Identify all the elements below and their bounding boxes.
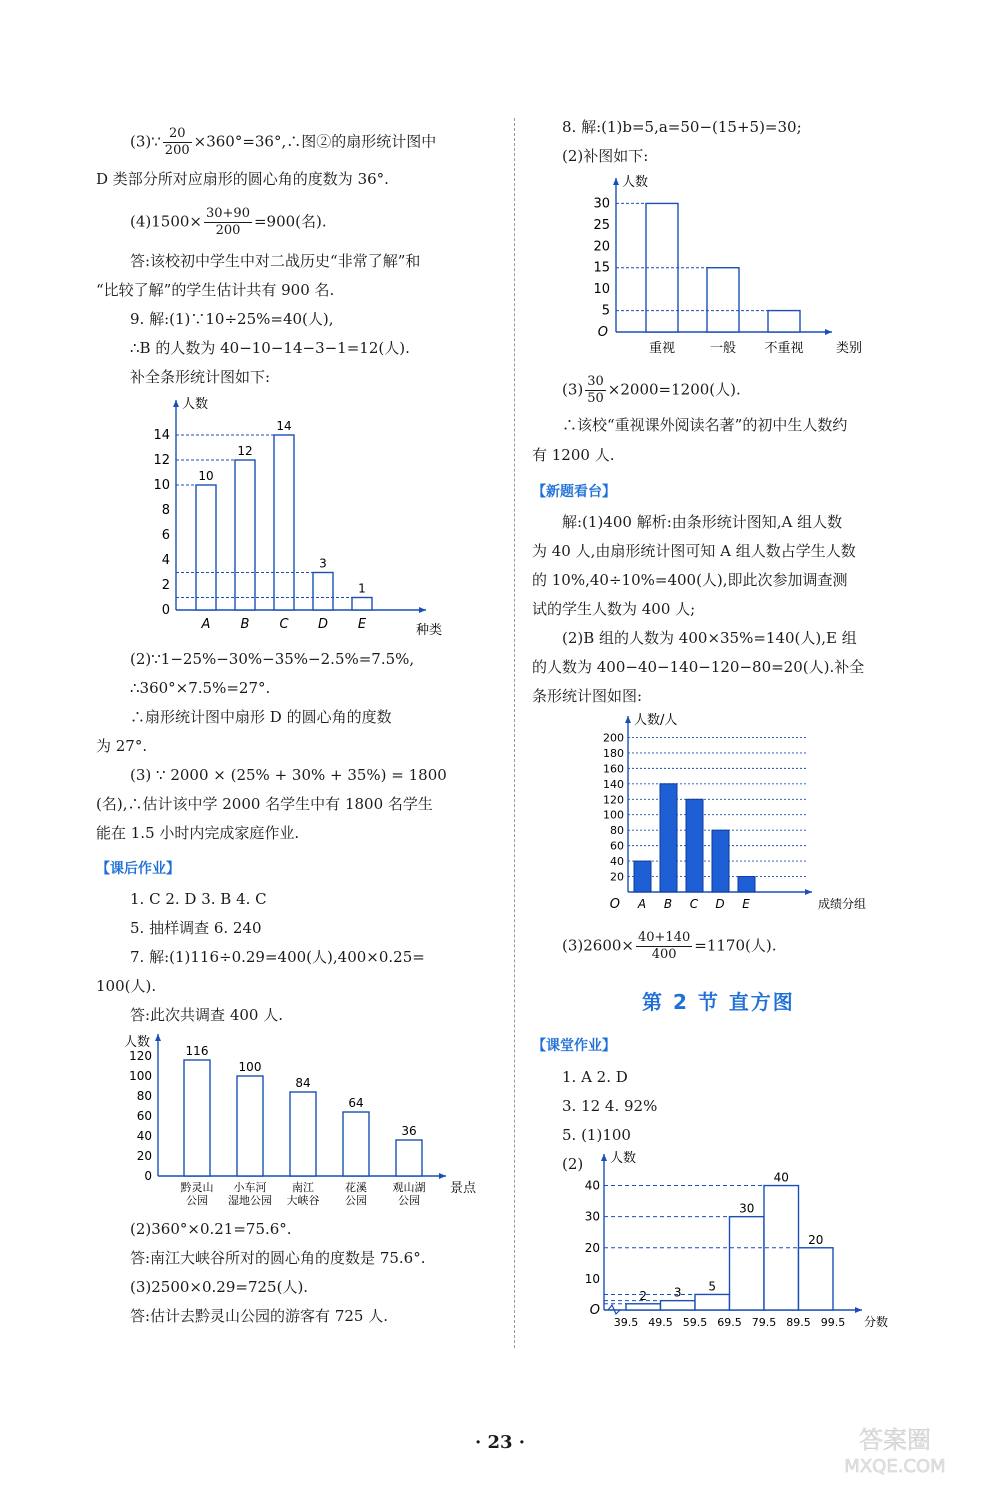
y-tick-label: 180 — [603, 746, 624, 760]
y-tick-label: 30 — [584, 1209, 600, 1224]
fraction-numerator: 30 — [587, 374, 604, 389]
data-label: 84 — [295, 1076, 311, 1090]
x-axis-arrow — [419, 607, 426, 613]
x-tick-label: 不重视 — [764, 341, 804, 356]
text-segment: =1170(人). — [694, 936, 777, 955]
text-segment: (4)1500× — [130, 212, 202, 231]
origin-label: O — [609, 897, 620, 912]
x-tick-label: 花溪公园 — [345, 1181, 367, 1207]
text-line: 1. A 2. D — [562, 1068, 628, 1086]
text-segment: (3) — [562, 380, 584, 399]
text-line: (2) — [562, 1155, 584, 1173]
data-label: 10 — [198, 469, 214, 483]
fraction — [204, 206, 252, 239]
y-axis-arrow — [173, 400, 179, 407]
y-tick-label: 15 — [593, 260, 610, 276]
y-axis-label: 人数 — [182, 397, 209, 412]
fraction-numerator: 30+90 — [206, 206, 250, 221]
text-line: (3) ∵ 2000 × (25% + 30% + 35%) = 1800 — [130, 766, 447, 784]
text-line: (3)2500×0.29=725(人). — [130, 1278, 309, 1296]
bar — [707, 268, 739, 332]
fraction — [636, 930, 692, 963]
fraction — [163, 126, 192, 159]
text-line: 能在 1.5 小时内完成家庭作业. — [96, 824, 300, 842]
bar — [313, 573, 333, 611]
bar — [738, 877, 755, 892]
bar-chart-score-groups — [592, 712, 912, 918]
bar-chart-reading-attitude — [582, 170, 912, 360]
text-segment: =900(名). — [253, 212, 327, 231]
text-line: 1. C 2. D 3. B 4. C — [130, 890, 267, 908]
y-tick-label: 25 — [593, 217, 610, 233]
y-tick-label: 4 — [161, 553, 170, 568]
data-label: 36 — [401, 1124, 417, 1138]
svg-text:MXQE.COM: MXQE.COM — [844, 1456, 946, 1477]
data-label: 14 — [276, 419, 292, 433]
y-tick-label: 20 — [610, 870, 624, 884]
data-label: 5 — [708, 1279, 717, 1294]
text-line — [130, 126, 436, 159]
text-line: 5. (1)100 — [562, 1126, 631, 1144]
y-tick-label: 100 — [603, 808, 624, 822]
text-line: 答:此次共调查 400 人. — [130, 1006, 283, 1024]
bar — [184, 1060, 210, 1176]
fraction-denominator: 200 — [164, 143, 190, 158]
y-tick-label: 10 — [593, 282, 610, 298]
bar — [634, 861, 651, 892]
page-number: · 23 · — [474, 1432, 526, 1453]
y-tick-label: 120 — [603, 793, 624, 807]
x-tick-label: 观山湖公园 — [392, 1181, 426, 1207]
text-line: (2)∵1−25%−30%−35%−2.5%=7.5%, — [130, 650, 415, 668]
y-axis-label: 人数/人 — [634, 713, 678, 728]
y-tick-label: 12 — [153, 453, 170, 468]
bar — [660, 784, 677, 892]
y-axis-label: 人数 — [610, 1151, 637, 1166]
text-line: 7. 解:(1)116÷0.29=400(人),400×0.25= — [130, 948, 425, 966]
y-tick-label: 60 — [136, 1109, 152, 1123]
text-line: ∴360°×7.5%=27°. — [130, 679, 271, 697]
text-line: 补全条形统计图如下: — [130, 368, 271, 386]
y-axis-arrow — [613, 178, 619, 185]
bar — [290, 1092, 316, 1176]
data-label: 1 — [358, 581, 366, 596]
text-segment: ×360°=36°,∴图②的扇形统计图中 — [193, 132, 437, 151]
text-line: 答:该校初中学生中对二战历史“非常了解”和 — [130, 252, 421, 270]
fraction — [585, 374, 606, 407]
text-line: 答:南江大峡谷所对的圆心角的度数是 75.6°. — [130, 1249, 426, 1267]
text-line: 3. 12 4. 92% — [562, 1097, 658, 1115]
y-axis-arrow — [155, 1034, 161, 1041]
bar — [196, 485, 216, 610]
histogram-scores — [584, 1150, 922, 1330]
text-line: ∴扇形统计图中扇形 D 的圆心角的度数 — [130, 708, 392, 726]
x-tick-label: 小车河湿地公园 — [228, 1181, 272, 1207]
bar — [661, 1301, 696, 1310]
text-line — [562, 930, 776, 963]
y-tick-label: 6 — [161, 528, 170, 543]
text-line — [562, 374, 741, 407]
x-axis-label: 景点 — [450, 1181, 477, 1196]
fraction-denominator: 200 — [215, 223, 241, 238]
y-tick-label: 40 — [136, 1129, 152, 1143]
bar-chart-types — [126, 392, 506, 642]
text-line: ∴该校“重视课外阅读名著”的初中生人数约 — [562, 416, 848, 434]
y-tick-label: 0 — [144, 1169, 152, 1183]
bar — [768, 311, 800, 332]
bar — [274, 435, 294, 610]
x-tick-label: 黔灵山公园 — [180, 1181, 214, 1207]
bar — [396, 1140, 422, 1176]
text-line: (名),∴估计该中学 2000 名学生中有 1800 名学生 — [96, 795, 433, 813]
y-tick-label: 100 — [129, 1069, 152, 1083]
y-tick-label: 20 — [584, 1240, 600, 1255]
text-line: 为 40 人,由扇形统计图可知 A 组人数占学生人数 — [532, 542, 856, 560]
text-line: 有 1200 人. — [532, 446, 615, 464]
text-line: D 类部分所对应扇形的圆心角的度数为 36°. — [96, 170, 389, 188]
y-tick-label: 0 — [161, 603, 170, 618]
fraction-numerator: 40+140 — [638, 930, 691, 945]
y-tick-label: 10 — [584, 1271, 600, 1286]
x-tick-label: B — [663, 897, 673, 911]
data-label: 3 — [319, 556, 327, 571]
text-segment: (3)∵ — [130, 132, 161, 151]
text-line — [130, 206, 327, 239]
text-line: (2)360°×0.21=75.6°. — [130, 1220, 292, 1238]
section-title: 第 2 节 直方图 — [642, 990, 795, 1014]
y-tick-label: 8 — [161, 503, 170, 518]
x-tick-label: 重视 — [648, 341, 676, 356]
data-label: 3 — [673, 1285, 682, 1300]
y-axis-label: 人数 — [124, 1035, 151, 1050]
y-tick-label: 80 — [610, 824, 624, 838]
data-label: 12 — [237, 444, 253, 458]
data-label: 20 — [808, 1232, 824, 1247]
fraction-denominator: 400 — [651, 947, 677, 962]
y-axis-label: 人数 — [622, 175, 649, 190]
bar — [352, 598, 372, 611]
origin-label: O — [589, 1303, 600, 1318]
bar — [686, 799, 703, 892]
x-axis-label: 成绩分组 — [818, 897, 867, 911]
x-tick-label: A — [201, 617, 211, 632]
bar — [237, 1076, 263, 1176]
x-tick-label: 49.5 — [648, 1316, 673, 1329]
text-line: 5. 抽样调查 6. 240 — [130, 919, 262, 937]
x-tick-label: 99.5 — [820, 1316, 846, 1329]
section-tag: 【新题看台】 — [532, 484, 616, 500]
bar — [626, 1304, 661, 1310]
x-tick-label: E — [742, 897, 750, 911]
bar — [799, 1248, 834, 1310]
bar — [235, 460, 255, 610]
data-label: 100 — [238, 1060, 262, 1074]
text-line: 100(人). — [96, 977, 157, 995]
bar — [730, 1217, 765, 1310]
y-tick-label: 10 — [153, 478, 170, 493]
y-tick-label: 40 — [610, 855, 624, 869]
y-tick-label: 5 — [601, 303, 610, 319]
y-tick-label: 30 — [593, 196, 610, 212]
x-axis-arrow — [855, 1307, 862, 1313]
bar-chart-attractions — [96, 1030, 496, 1216]
text-segment: (3)2600× — [562, 936, 634, 955]
y-tick-label: 40 — [584, 1178, 600, 1193]
x-tick-label: 79.5 — [751, 1316, 777, 1329]
fraction-numerator: 20 — [163, 126, 192, 143]
y-tick-label: 160 — [603, 762, 624, 776]
text-line: “比较了解”的学生估计共有 900 名. — [96, 281, 335, 299]
y-tick-label: 2 — [161, 578, 170, 593]
x-tick-label: C — [689, 897, 699, 911]
origin-label: O — [597, 325, 608, 340]
text-line: 试的学生人数为 400 人; — [532, 600, 696, 618]
y-tick-label: 200 — [603, 731, 624, 745]
y-tick-label: 14 — [153, 428, 170, 443]
x-axis-arrow — [439, 1173, 446, 1179]
x-tick-label: D — [317, 617, 329, 632]
data-label: 116 — [185, 1044, 209, 1058]
data-label: 30 — [739, 1201, 755, 1216]
x-tick-label: B — [240, 617, 250, 632]
column-divider — [514, 118, 515, 1348]
bar — [343, 1112, 369, 1176]
text-line: 9. 解:(1)∵10÷25%=40(人), — [130, 310, 334, 328]
text-line: (2)B 组的人数为 400×35%=140(人),E 组 — [562, 629, 857, 647]
x-tick-label: 59.5 — [682, 1316, 708, 1329]
data-label: 2 — [639, 1288, 648, 1303]
bar — [712, 830, 729, 892]
fraction-denominator: 50 — [587, 391, 604, 406]
text-line: 解:(1)400 解析:由条形统计图知,A 组人数 — [562, 513, 843, 531]
x-tick-label: 89.5 — [786, 1316, 811, 1329]
x-axis-label: 分数 — [864, 1315, 889, 1329]
x-axis-label: 类别 — [836, 341, 863, 356]
data-label: 64 — [348, 1096, 364, 1110]
svg-text:答案圈: 答案圈 — [859, 1426, 931, 1454]
x-tick-label: A — [637, 897, 647, 911]
text-line: 的 10%,40÷10%=400(人),即此次参加调查测 — [532, 571, 848, 589]
x-axis-arrow — [825, 329, 832, 335]
text-line: (2)补图如下: — [562, 147, 649, 165]
text-line: 8. 解:(1)b=5,a=50−(15+5)=30; — [562, 118, 802, 136]
text-line: 的人数为 400−40−140−120−80=20(人).补全 — [532, 658, 865, 676]
y-tick-label: 20 — [136, 1149, 152, 1163]
x-axis-arrow — [805, 889, 812, 895]
y-tick-label: 120 — [129, 1049, 152, 1063]
section-tag: 【课堂作业】 — [532, 1038, 616, 1054]
x-tick-label: 69.5 — [717, 1316, 742, 1329]
x-tick-label: E — [357, 617, 367, 632]
bar — [695, 1294, 730, 1310]
watermark-logo — [810, 1420, 980, 1480]
x-tick-label: D — [715, 897, 725, 911]
y-tick-label: 60 — [610, 839, 624, 853]
x-tick-label: 南江大峡谷 — [286, 1181, 320, 1207]
text-line: ∴B 的人数为 40−10−14−3−1=12(人). — [130, 339, 410, 357]
x-axis-label: 种类 — [416, 623, 443, 638]
section-tag: 【课后作业】 — [96, 861, 180, 877]
y-tick-label: 80 — [136, 1089, 152, 1103]
y-axis-arrow — [625, 716, 631, 723]
x-tick-label: 39.5 — [613, 1316, 639, 1329]
y-axis-arrow — [601, 1154, 607, 1161]
text-line: 为 27°. — [96, 737, 148, 755]
text-line: 答:估计去黔灵山公园的游客有 725 人. — [130, 1307, 388, 1325]
text-segment: ×2000=1200(人). — [607, 380, 741, 399]
y-tick-label: 140 — [603, 777, 624, 791]
data-label: 40 — [773, 1170, 789, 1185]
y-tick-label: 20 — [593, 239, 610, 255]
x-tick-label: C — [279, 617, 289, 632]
x-tick-label: 一般 — [709, 341, 737, 356]
text-line: 条形统计图如图: — [532, 687, 643, 705]
